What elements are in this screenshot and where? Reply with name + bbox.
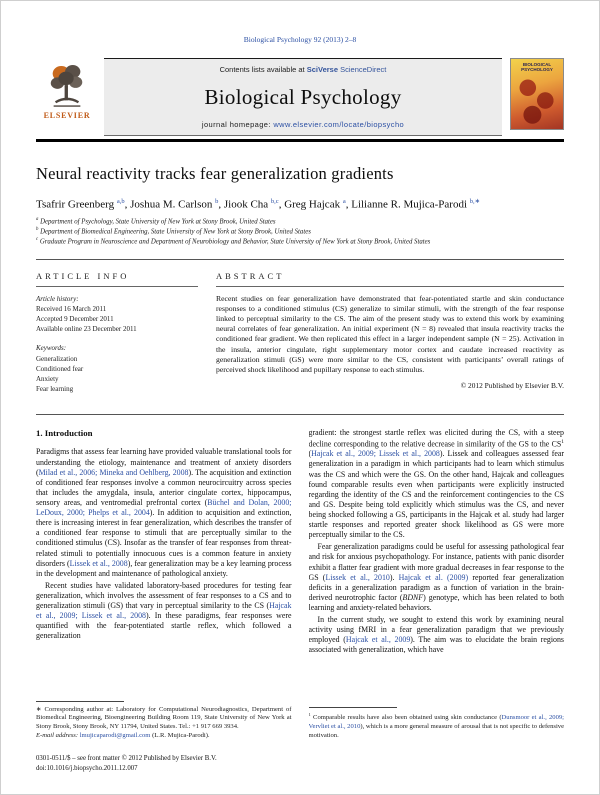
citation-link[interactable]: Büchel and Dolan, 2000; LeDoux, 2000; Phelps et al., 2004 bbox=[36, 498, 292, 518]
list-item: Received 16 March 2011 bbox=[36, 305, 107, 313]
paragraph: $^a$ Department of Psychology, State University of New York at Stony Brook, United States bbox=[36, 217, 276, 226]
info-abstract-block bbox=[36, 260, 564, 403]
right-paragraphs bbox=[309, 428, 565, 655]
footnote-1 bbox=[309, 701, 565, 740]
citation-link[interactable]: lmujicaparodi@gmail.com bbox=[79, 731, 151, 739]
author-line: Tsafrir Greenberg $^{a,b}$, Joshua M. Carlson $^b$, Jiook Cha $^{b,c}$, Greg Hajcak $^a$, Lilianne R. Mujica-Parodi $^{b,∗}$ bbox=[36, 197, 481, 211]
publisher-footer bbox=[36, 754, 217, 774]
keywords-list bbox=[36, 354, 198, 395]
affiliations bbox=[36, 217, 564, 246]
journal-cover-thumbnail bbox=[510, 58, 564, 130]
list-item: Fear learning bbox=[36, 385, 74, 394]
body-column-right bbox=[309, 428, 565, 740]
homepage-line bbox=[202, 120, 404, 129]
sciverse-link[interactable]: SciVerse bbox=[306, 65, 341, 74]
citation-link[interactable]: Hajcak et al., 2009 bbox=[345, 635, 411, 645]
paragraph: Fear generalization paradigms could be useful for assessing pathological fear and risk for anxious psychopathology. For instance, patients with panic disorder exhibit a flatter fear gradient with more gradual decreases in fear response to the GS (Lissek et al., 2010). Hajcak et al. (2009) reported fear generalization deficits in a generalization paradigm as a function of variation in the brain-derived neurotrophic factor (BDNF) genotype, which has been related to both learning and anxiety-related behaviors. bbox=[308, 542, 564, 612]
body-column-left bbox=[36, 428, 292, 740]
citation-link[interactable]: Hajcak et al., 2009; Lissek et al., 2008 bbox=[36, 601, 292, 621]
header-center-box bbox=[104, 58, 502, 136]
citation-link[interactable]: a bbox=[342, 197, 346, 205]
correspondence-footnote bbox=[36, 695, 292, 741]
citation-link[interactable]: Lissek et al., 2010 bbox=[325, 572, 390, 582]
heading-rule bbox=[36, 286, 198, 287]
list-item: Available online 23 December 2011 bbox=[36, 325, 137, 334]
article-info-column bbox=[36, 271, 198, 395]
journal-citation[interactable]: Biological Psychology 92 (2013) 2–8 bbox=[243, 35, 357, 44]
elsevier-logo-text: ELSEVIER bbox=[43, 111, 91, 120]
article-info-heading: ARTICLE INFO bbox=[36, 270, 130, 281]
paragraph: E-mail address: lmujicaparodi@gmail.com (L.R. Mujica-Parodi). bbox=[36, 731, 210, 739]
elsevier-logo bbox=[36, 58, 98, 136]
copyright-line: © 2012 Published by Elsevier B.V. bbox=[460, 381, 564, 391]
footnote-separator bbox=[309, 707, 397, 708]
paragraph: ∗ Corresponding author at: Laboratory for Computational Neurodiagnostics, Department of Biomedical Engineering, Bioengineering Building Room 119, State University of New York at Stony Brook, Stony Brook, NY 11794, United States. Tel.: +1 917 669 3934. bbox=[36, 705, 292, 731]
footnote-1-text: $^1$ Comparable results have also been obtained using skin conductance (Dunsmoor et al., 2009; Vervliet et al., 2010), which is a more general measure of arousal that is not specific to defensive motivation. bbox=[308, 712, 564, 739]
paragraph: Paradigms that assess fear learning have provided valuable translational tools for understanding the etiology, maintenance and treatment of anxiety disorders (Milad et al., 2006; Mineka and Oehlberg, 2008). The acquisition and extinction of conditioned fear responses involve a common neurocircuitry across species that includes the amygdala, insula, anterior cingulate cortex, hippocampus, sensory areas, and ventromedial prefrontal cortex (Büchel and Dolan, 2000; LeDoux, 2000; Phelps et al., 2004). In addition to acquisition and extinction, there is increasing interest in fear generalization, which describes the transfer of a conditioned fear response to stimuli that are perceptually similar to the conditioned stimulus (CS). Insofar as the transfer of fear responses from threat-related stimuli to potentially innocuous cues is a common feature in anxiety disorders (Lissek et al., 2008), fear generalization may be a key learning process in the development and maintenance of pathological anxiety. bbox=[36, 447, 292, 578]
correspondence-text bbox=[36, 706, 292, 741]
article-history-list bbox=[36, 304, 198, 334]
spacer bbox=[36, 334, 198, 343]
footnote-separator bbox=[36, 701, 124, 702]
paragraph: In the current study, we sought to extend this work by examining neural activity using fMRI in a fear generalization paradigm that we previously employed (Hajcak et al., 2009). The aim was to elucidate the brain regions associated with generalization, which have bbox=[308, 615, 564, 655]
cover-wrap bbox=[508, 58, 564, 136]
contents-prefix: Contents lists available at bbox=[219, 65, 307, 74]
doi-line: doi:10.1016/j.biopsycho.2011.12.007 bbox=[36, 764, 138, 772]
left-paragraphs bbox=[36, 447, 292, 641]
cover-title: BIOLOGICAL PSYCHOLOGY bbox=[521, 62, 553, 73]
abstract-text: Recent studies on fear generalization have demonstrated that fear-potentiated startle and skin conductance responses to a conditioned stimulus (CS) generalize to similar stimuli, with the strength of the fear response linked to perceptual similarity to the CS. The aim of the present study was to extend this work by examining neural correlates of fear generalization. An initial experiment (N = 8) revealed that insula reactivity tracks the conditioned fear gradient. We then replicated this effect in a larger independent sample (N = 25). Activation in the insula, anterior cingulate, right supplementary motor cortex and caudate increased reactivity as generalization stimuli (GS) were more similar to the CS, consistent with participants’ overall ratings of perceived shock likelihood and pupillary response to each stimulus. bbox=[216, 293, 564, 375]
sciencedirect-link[interactable]: ScienceDirect bbox=[340, 65, 387, 74]
homepage-url-link[interactable]: www.elsevier.com/locate/biopsycho bbox=[273, 120, 405, 129]
journal-title: Biological Psychology bbox=[204, 84, 402, 109]
citation-link[interactable]: Milad et al., 2006; Mineka and Oehlberg, 2008 bbox=[38, 467, 189, 477]
citation-link[interactable]: Dunsmoor et al., 2009; Vervliet et al., 2010 bbox=[308, 714, 564, 731]
paragraph: $^b$ Department of Biomedical Engineering, State University of New York at Stony Brook, United States bbox=[36, 226, 311, 236]
section-heading: 1. Introduction bbox=[36, 428, 93, 439]
article-body bbox=[36, 428, 564, 740]
journal-header bbox=[36, 58, 564, 136]
elsevier-tree-icon bbox=[46, 62, 88, 110]
heading-rule bbox=[216, 286, 564, 287]
citation-link[interactable]: Hajcak et al., 2009; Lissek et al., 2008 bbox=[311, 449, 440, 459]
article-history-label: Article history: bbox=[36, 294, 79, 303]
abstract-column bbox=[216, 271, 564, 395]
contents-line bbox=[220, 65, 387, 74]
paragraph: $^c$ Graduate Program in Neuroscience and Department of Neurobiology and Behavior, State University of New York at Stony Brook, United States bbox=[36, 236, 431, 245]
keywords-label: Keywords: bbox=[36, 344, 67, 353]
paragraph: gradient: the strongest startle reflex was elicited during the CS, with a steep decline corresponding to the relative decrease in similarity of the GS to the $CS^1$ (Hajcak et al., 2009; Lissek et al., 2008). Lissek and colleagues assessed fear generalization in a paradigm in which participants had to learn which stimulus was the CS and which were the GS. On the other hand, Hajcak and colleagues found comparable results even when participants were explicitly instructed regarding the identity of the CS and the reinforcement contingencies to the CS and GS. Despite being told explicitly which stimulus was the CS, and never being shocked following a GS, participants in the Hajcak et al. study had larger startle responses and reported greater shock likelihood as GS were more perceptually similar to the CS. bbox=[308, 428, 564, 540]
issn-line: 0301-0511/$ – see front matter © 2012 Published by Elsevier B.V. bbox=[36, 754, 217, 762]
citation-link[interactable]: Lissek et al., 2008 bbox=[69, 558, 128, 568]
citation-link[interactable]: b,∗ bbox=[469, 197, 481, 205]
header-thick-rule bbox=[36, 139, 564, 142]
citation-link[interactable]: b,c bbox=[270, 197, 279, 205]
cover-art bbox=[514, 75, 560, 126]
article-title: Neural reactivity tracks fear generalization gradients bbox=[36, 163, 394, 183]
homepage-label: journal homepage: bbox=[201, 120, 274, 129]
list-item: Accepted 9 December 2011 bbox=[36, 315, 114, 324]
paragraph: Recent studies have validated laboratory-based procedures for testing fear generalization, which involves the assessment of fear responses to a CS and to generalization stimuli (GS) that vary in perceptual similarity to the CS (Hajcak et al., 2009; Lissek et al., 2008). In these paradigms, fear responses were quantified with the fear-potentiated startle reflex, which followed a generalization bbox=[36, 580, 292, 641]
abstract-heading: ABSTRACT bbox=[216, 270, 285, 281]
list-item: Anxiety bbox=[36, 375, 59, 384]
citation-link[interactable]: b bbox=[215, 197, 219, 205]
divider-rule-bottom bbox=[36, 414, 564, 415]
list-item: Generalization bbox=[36, 354, 78, 363]
citation-link[interactable]: Hajcak et al. (2009) bbox=[398, 572, 469, 582]
list-item: Conditioned fear bbox=[36, 365, 84, 374]
citation-link[interactable]: a,b bbox=[116, 197, 125, 205]
